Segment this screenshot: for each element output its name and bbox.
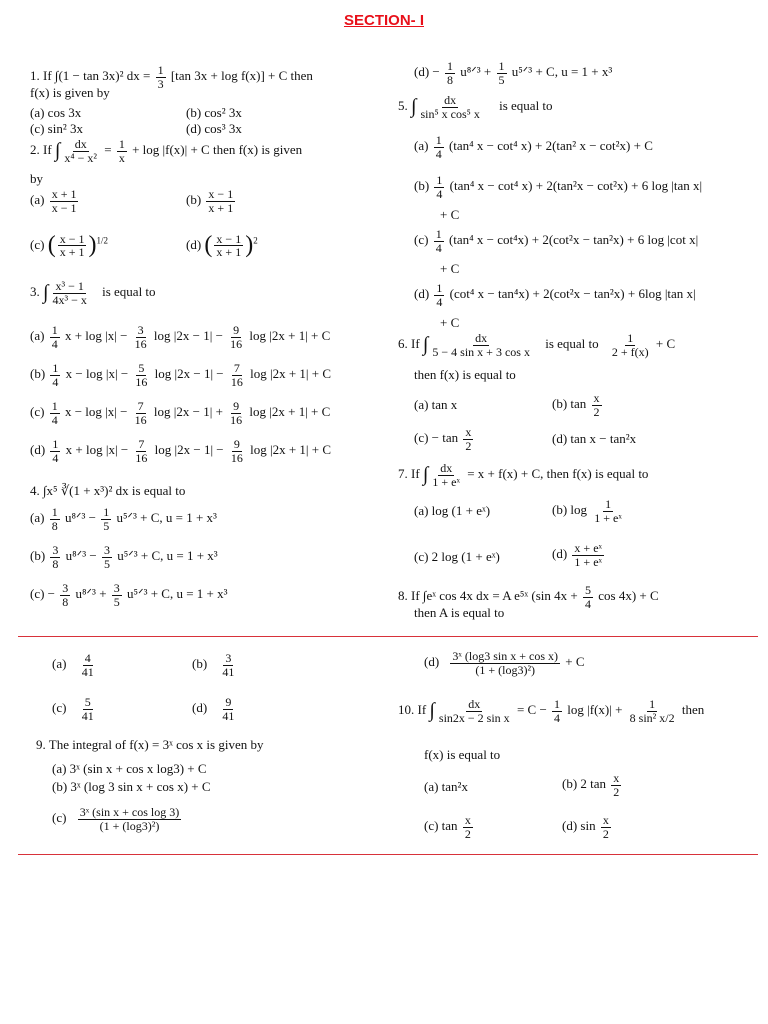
q3-option-c: (c) $\frac{1}{4}$ x − log |x| − $\frac{7}{16}$ log |2x − 1| + $\frac{9}{16}$ log |2x + 1| + C: [30, 399, 331, 427]
q2-option-c: (c) ( $\frac{x - 1}{x + 1}$ )$^{1/2}$: [30, 231, 108, 260]
q3-option-a: (a) $\frac{1}{4}$ x + log |x| − $\frac{3}{16}$ log |2x − 1| − $\frac{9}{16}$ log |2x + 1| + C: [30, 323, 331, 351]
q1-option-a: (a) cos 3x: [30, 105, 82, 120]
q5-option-b: (b) $\frac{1}{4}$ (tan⁴ x − cot⁴ x) + 2(tan²x − cot²x) + 6 log |tan x|: [414, 173, 703, 201]
q7-option-c: (c) 2 log (1 + eˣ): [414, 549, 500, 564]
q7-option-a: (a) log (1 + eˣ): [414, 503, 491, 518]
q6-line2: then f(x) is equal to: [414, 367, 516, 382]
q6-stem: 6. If ∫ $\frac{dx}{\text{5 − 4 sin x + 3 cos x}}$ is equal to $\frac{1}{2 + f(x)}$ + C: [398, 331, 676, 359]
q6-option-c: (c) − tan $\frac{x}{2}$: [414, 425, 472, 453]
q2-option-a: (a) $\frac{x + 1}{x - 1}$: [30, 187, 77, 215]
q8-option-d: (d) $\frac{9}{41}$: [192, 695, 235, 723]
q8-option-c: (c) $\frac{5}{41}$: [52, 695, 94, 723]
q1-option-d: (d) cos³ 3x: [186, 121, 242, 136]
q8-line2: then A is equal to: [414, 605, 505, 620]
q2-stem: 2. If ∫ $\frac{dx}{\text{x⁴ − x²}}$ = $\frac{1}{x}$ + log |f(x)| + C then f(x) is given: [30, 137, 303, 165]
q5-option-d: (d) $\frac{1}{4}$ (cot⁴ x − tan⁴x) + 2(cot²x − tan²x) + 6log |tan x|: [414, 281, 696, 309]
q8-option-a: (a) $\frac{4}{41}$: [52, 651, 94, 679]
q3-option-b: (b) $\frac{1}{4}$ x − log |x| − $\frac{5}{16}$ log |2x − 1| − $\frac{7}{16}$ log |2x + 1| + C: [30, 361, 332, 389]
q4-stem: 4. ∫x⁵ ∛(1 + x³)² dx is equal to: [30, 483, 186, 498]
q9-option-a: (a) 3ˣ (sin x + cos x log3) + C: [52, 761, 207, 776]
q4-option-c: (c) − $\frac{3}{8}$ u⁸ᐟ³ + $\frac{3}{5}$ u⁵ᐟ³ + C, u = 1 + x³: [30, 581, 228, 609]
q3-option-d: (d) $\frac{1}{4}$ x + log |x| − $\frac{7}{16}$ log |2x − 1| − $\frac{9}{16}$ log |2x + 1| + C: [30, 437, 332, 465]
q7-option-d: (d) $\frac{\text{x + eˣ}}{\text{1 + eˣ}}$: [552, 541, 602, 569]
q4-option-b: (b) $\frac{3}{8}$ u⁸ᐟ³ − $\frac{3}{5}$ u⁵ᐟ³ + C, u = 1 + x³: [30, 543, 218, 571]
q10-line2: f(x) is equal to: [424, 747, 501, 762]
q5-option-d-plus-c: + C: [440, 315, 460, 330]
q3-stem: 3. ∫ $\frac{\text{x³ − 1}}{\text{4x³ − x}}$ is equal to: [30, 279, 156, 307]
q10-option-b: (b) 2 tan $\frac{x}{2}$: [562, 771, 620, 799]
q6-option-a: (a) tan x: [414, 397, 458, 412]
q2-line2: by: [30, 171, 43, 186]
q2-option-d: (d) ( $\frac{x - 1}{x + 1}$ )$^2$: [186, 231, 258, 260]
q5-option-c-plus-c: + C: [440, 261, 460, 276]
q1-tail: [tan 3x + log f(x)] + C then: [170, 68, 313, 84]
q9-stem: 9. The integral of f(x) = 3ˣ cos x is given by: [36, 737, 264, 752]
q6-option-d: (d) tan x − tan²x: [552, 431, 637, 446]
q8-option-b: (b) $\frac{3}{41}$: [192, 651, 235, 679]
q6-option-b: (b) tan $\frac{x}{2}$: [552, 391, 600, 419]
q10-stem: 10. If ∫ $\frac{dx}{\text{sin2x − 2 sin x}}$ = C − $\frac{1}{4}$ log |f(x)| + $\frac{1}{\text{8 sin² x/2}}$ then: [398, 697, 705, 725]
q5-option-a: (a) $\frac{1}{4}$ (tan⁴ x − cot⁴ x) + 2(tan² x − cot²x) + C: [414, 133, 653, 161]
q1-option-c: (c) sin² 3x: [30, 121, 83, 136]
q10-option-c: (c) tan $\frac{x}{2}$: [424, 813, 471, 841]
q9-option-c: (c) $\frac{\text{3ˣ (sin x + cos log 3)}}{\text{(1 + (log3)²)}}$: [52, 805, 180, 833]
q1-fraction: $\frac{1}{3}$: [157, 63, 164, 91]
q9-option-d: (d) $\frac{\text{3ˣ (log3 sin x + cos x)}}{\text{(1 + (log3)²)}}$ + C: [424, 649, 585, 677]
q7-stem: 7. If ∫ $\frac{dx}{\text{1 + eˣ}}$ = x + f(x) + C, then f(x) is equal to: [398, 461, 649, 489]
section-title: SECTION- I: [343, 12, 424, 29]
divider-rule-top: [18, 636, 758, 637]
q1-lead: 1. If ∫(1 − tan 3x)² dx =: [30, 68, 151, 84]
q2-option-b: (b) $\frac{x - 1}{x + 1}$: [186, 187, 234, 215]
q4-option-d: (d) − $\frac{1}{8}$ u⁸ᐟ³ + $\frac{1}{5}$ u⁵ᐟ³ + C, u = 1 + x³: [414, 59, 613, 87]
q5-option-c: (c) $\frac{1}{4}$ (tan⁴ x − cot⁴x) + 2(cot²x − tan²x) + 6 log |cot x|: [414, 227, 699, 255]
q5-option-b-plus-c: + C: [440, 207, 460, 222]
q9-option-b: (b) 3ˣ (log 3 sin x + cos x) + C: [52, 779, 211, 794]
q8-stem: 8. If ∫eˣ cos 4x dx = A e⁵ˣ (sin 4x + $\frac{5}{4}$ cos 4x) + C: [398, 583, 659, 611]
q10-option-d: (d) sin $\frac{x}{2}$: [562, 813, 609, 841]
q4-option-a: (a) $\frac{1}{8}$ u⁸ᐟ³ − $\frac{1}{5}$ u⁵ᐟ³ + C, u = 1 + x³: [30, 505, 217, 533]
divider-rule-bottom: [18, 854, 758, 855]
q10-option-a: (a) tan²x: [424, 779, 468, 794]
q5-stem: 5. ∫ $\frac{dx}{\text{sin⁵ x cos⁵ x}}$ is equal to: [398, 93, 553, 121]
q7-option-b: (b) log $\frac{1}{\text{1 + eˣ}}$: [552, 497, 622, 525]
q1-option-b: (b) cos² 3x: [186, 105, 242, 120]
q1-line2: f(x) is given by: [30, 85, 110, 100]
